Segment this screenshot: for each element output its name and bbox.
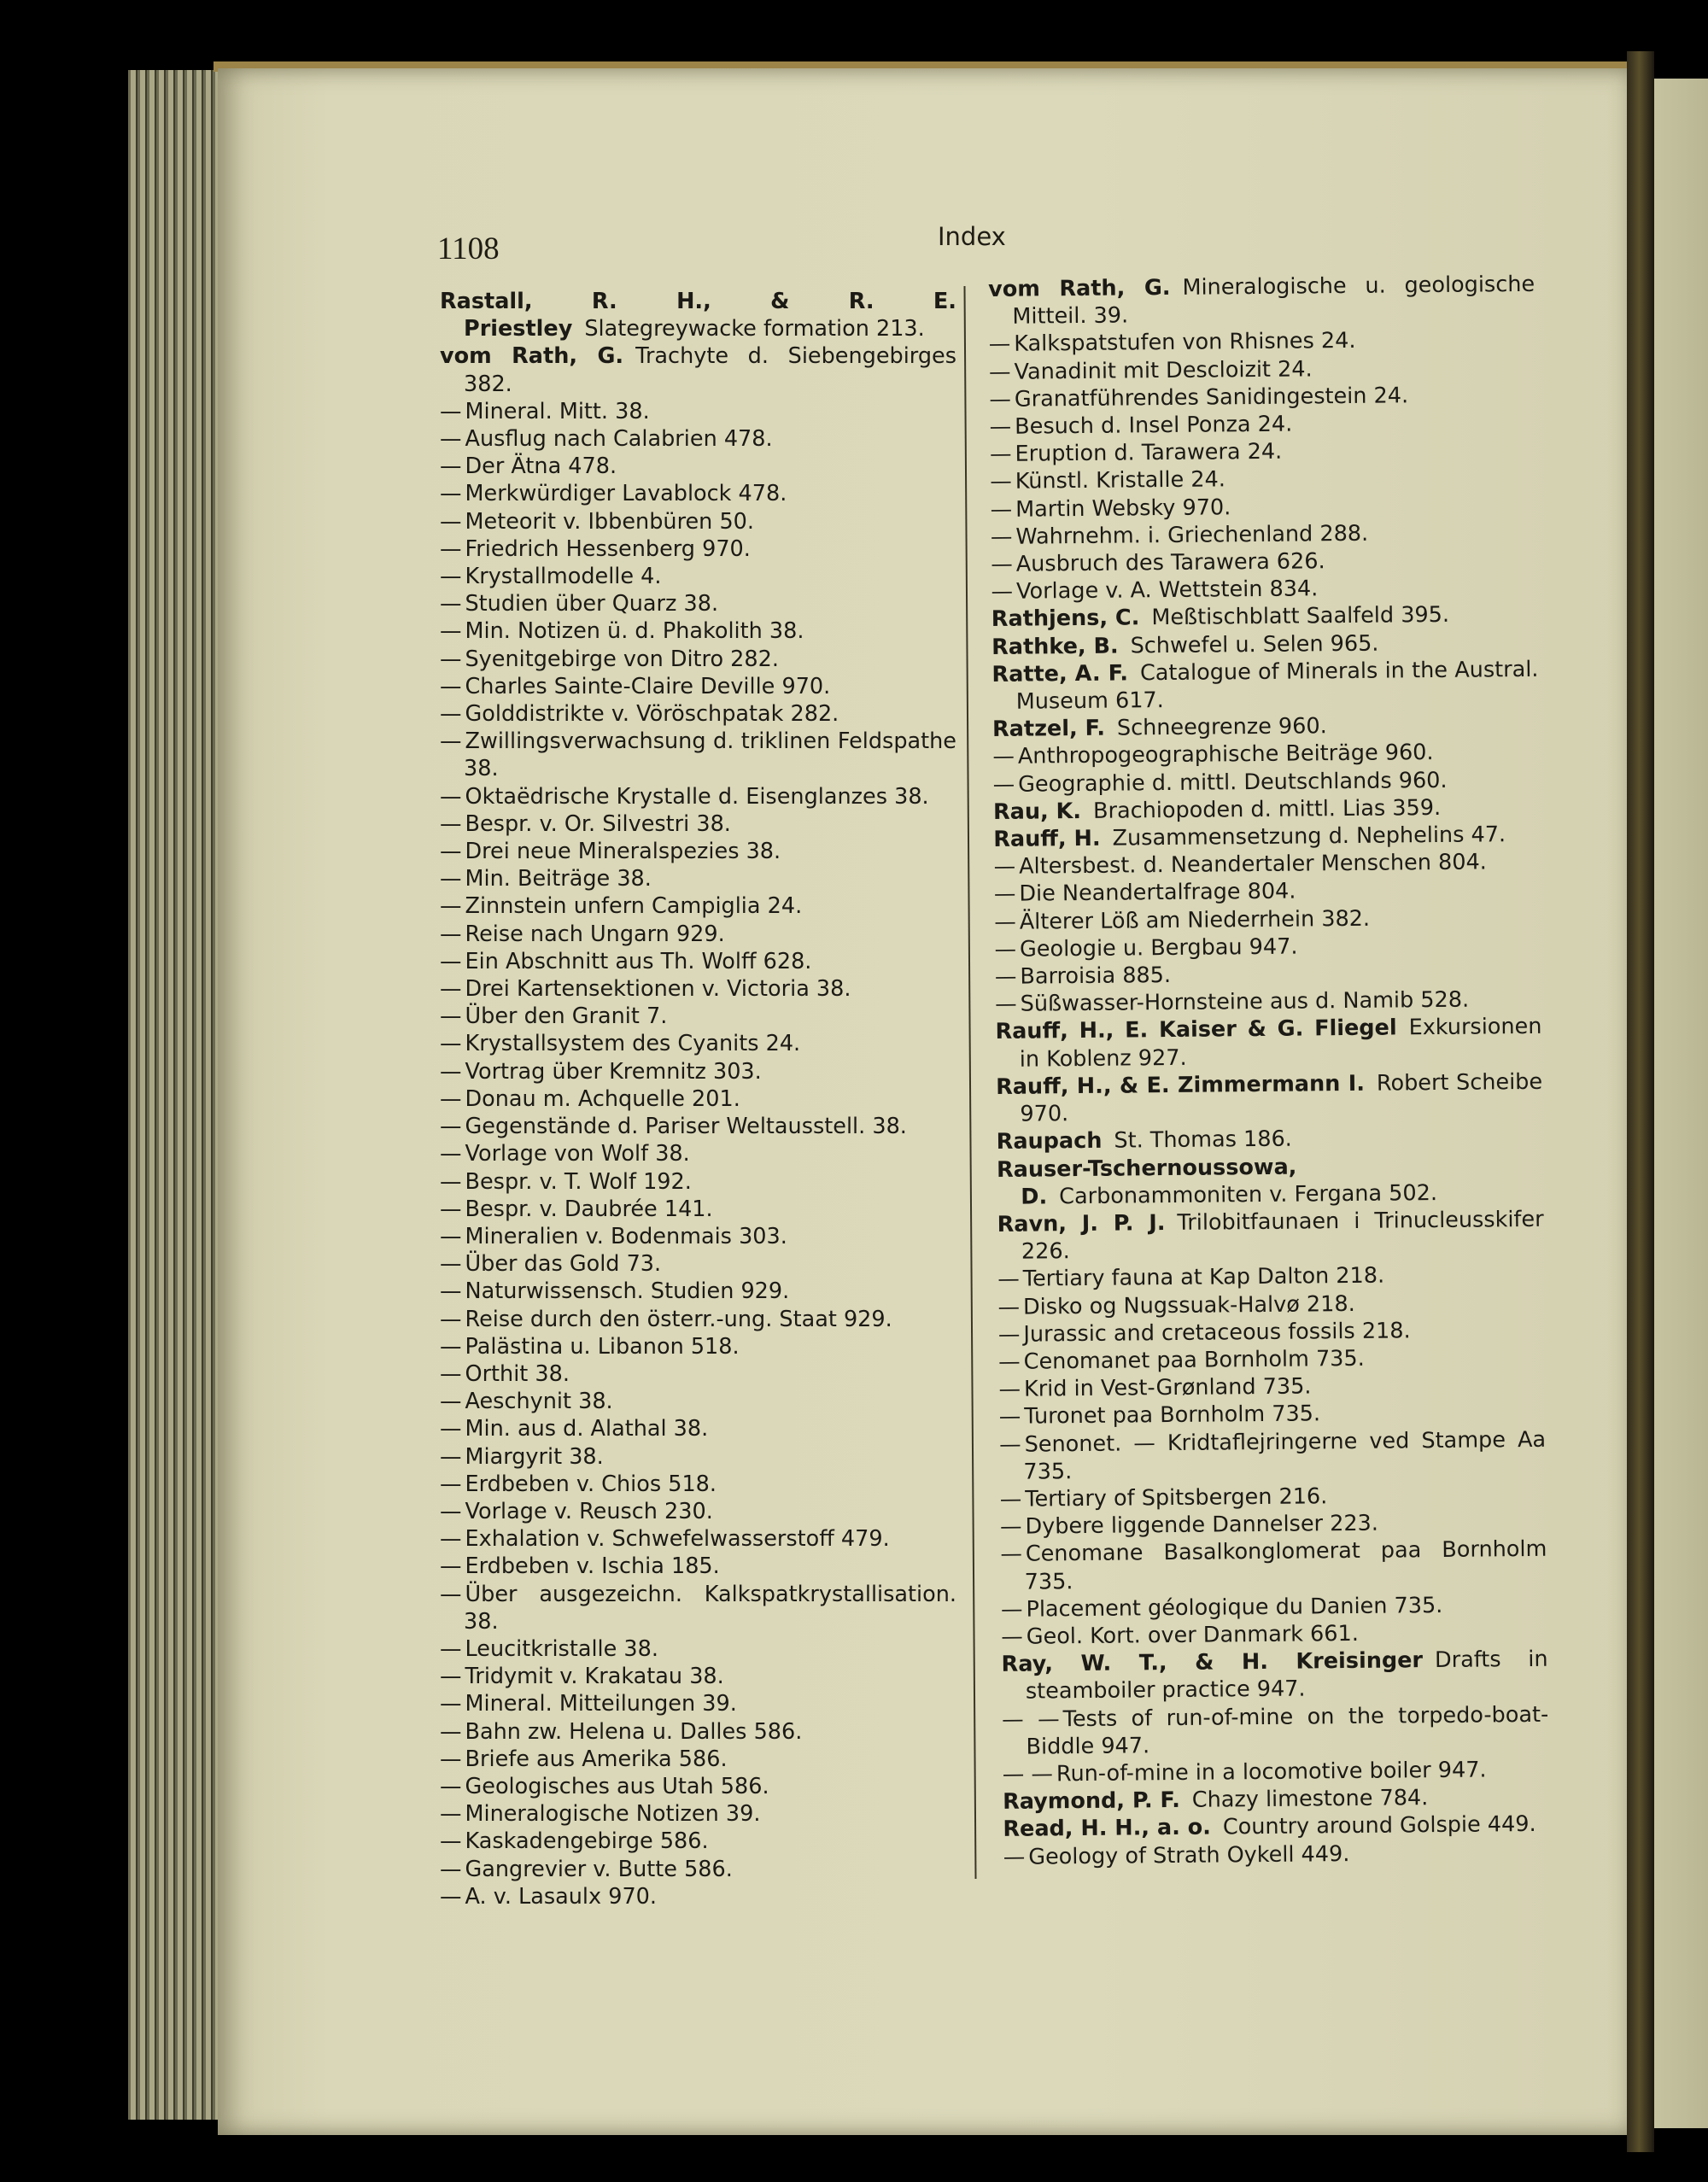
entry-author: Ratzel, F. [991, 715, 1106, 743]
ditto-dash: — [991, 578, 1014, 605]
entry-title: Tertiary of Spitsbergen 216. [1025, 1483, 1328, 1512]
entry-title: Ausbruch des Tarawera 626. [1015, 548, 1325, 577]
entry-title: Oktaëdrische Krystalle d. Eisenglanzes 38. [465, 783, 929, 810]
ditto-dash: — [440, 646, 462, 672]
index-entry [440, 1140, 956, 1167]
ditto-dash: — — [1002, 1705, 1060, 1733]
entry-title: Bespr. v. Or. Silvestri 38. [465, 810, 731, 837]
index-entry [1000, 1536, 1547, 1596]
ditto-dash: — [440, 866, 462, 892]
ditto-dash: — [440, 1664, 462, 1690]
index-entry [440, 1525, 956, 1553]
entry-title: Disko og Nugssuak-Halvø 218. [1022, 1290, 1355, 1320]
ditto-dash: — [440, 1801, 462, 1828]
entry-title: Catalogue of Minerals in the Austral. Museum 617. [1015, 656, 1539, 715]
entry-title: Schneegrenze 960. [1116, 713, 1327, 741]
entry-title: Besuch d. Insel Ponza 24. [1015, 411, 1293, 440]
ditto-dash: — [440, 1526, 462, 1553]
page-number: 1108 [437, 231, 500, 266]
entry-title: Erdbeben v. Chios 518. [465, 1471, 717, 1497]
entry-title: Charles Sainte-Claire Deville 970. [465, 673, 831, 699]
entry-title: Vanadinit mit Descloizit 24. [1014, 355, 1313, 385]
entry-title: Run-of-mine in a locomotive boiler 947. [1056, 1757, 1487, 1787]
entry-title: Studien über Quarz 38. [465, 591, 719, 617]
entry-title: Ausflug nach Calabrien 478. [465, 426, 773, 453]
index-entry [1001, 1646, 1548, 1706]
entry-title: Drafts in steamboiler practice 947. [1025, 1646, 1548, 1705]
entry-title: Mineralogische u. geologische Mitteil. 39. [1012, 271, 1535, 330]
entry-title: Zusammensetzung d. Nephelins 47. [1112, 822, 1506, 851]
entry-title: A. v. Lasaulx 970. [465, 1883, 657, 1910]
index-entry [440, 1471, 956, 1498]
entry-title: Bespr. v. T. Wolf 192. [465, 1168, 692, 1195]
entry-title: Tridymit v. Krakatau 38. [465, 1664, 724, 1690]
index-entry [1003, 1838, 1550, 1870]
ditto-dash: — [999, 1513, 1022, 1541]
entry-author: Ray, W. T., & H. Kreisinger [1001, 1647, 1424, 1678]
entry-title: Exkursionen in Koblenz 927. [1019, 1014, 1542, 1073]
entry-title: Vorlage von Wolf 38. [465, 1141, 690, 1167]
ditto-dash: — [1000, 1541, 1023, 1568]
ditto-dash: — [440, 701, 462, 728]
entry-title: Die Neandertalfrage 804. [1019, 879, 1296, 908]
index-entry [440, 563, 956, 590]
entry-title: Krid in Vest-Grønland 735. [1023, 1373, 1312, 1402]
entry-title: Drei neue Mineralspezies 38. [465, 839, 781, 865]
ditto-dash: — [994, 909, 1016, 935]
ditto-dash: — [440, 976, 462, 1003]
index-entry [440, 1003, 956, 1030]
index-entry [440, 1030, 956, 1057]
index-entry [440, 865, 956, 892]
entry-title: Carbonammoniten v. Fergana 502. [1059, 1179, 1438, 1209]
index-entry [440, 453, 956, 480]
index-entry [440, 810, 956, 838]
index-entry [440, 892, 956, 920]
ditto-dash: — [993, 881, 1016, 908]
ditto-dash: — — [1002, 1761, 1054, 1787]
entry-title: Altersbest. d. Neandertaler Menschen 804. [1018, 849, 1487, 880]
entry-title: Leucitkristalle 38. [465, 1635, 658, 1662]
index-entry [440, 1333, 956, 1360]
ditto-dash: — [440, 398, 462, 424]
entry-author: Rauff, H. [993, 825, 1101, 853]
entry-title: Erdbeben v. Ischia 185. [465, 1553, 720, 1580]
ditto-dash: — [440, 1856, 462, 1882]
index-entry [993, 848, 1540, 880]
entry-title: Krystallmodelle 4. [465, 564, 662, 590]
index-entry [999, 1425, 1547, 1486]
ditto-dash: — [992, 771, 1015, 798]
ditto-dash: — [440, 1306, 462, 1332]
entry-title: Min. Beiträge 38. [465, 866, 652, 892]
entry-title: Orthit 38. [465, 1360, 570, 1387]
ditto-dash: — [997, 1266, 1020, 1293]
entry-title: Über den Granit 7. [465, 1003, 668, 1030]
ditto-dash: — [440, 921, 462, 947]
ditto-dash: — [993, 853, 1016, 880]
index-entry [440, 1250, 956, 1278]
ditto-dash: — [989, 441, 1012, 468]
index-entry [1003, 1811, 1549, 1843]
ditto-dash: — [990, 524, 1013, 550]
entry-title: Mineralien v. Bodenmais 303. [465, 1223, 787, 1249]
entry-title: Tertiary fauna at Kap Dalton 218. [1022, 1262, 1385, 1292]
entry-title: Barroisia 885. [1020, 962, 1172, 990]
ditto-dash: — [994, 936, 1017, 962]
index-entry [991, 656, 1539, 717]
ditto-dash: — [995, 991, 1017, 1018]
index-entry [440, 1415, 956, 1442]
entry-author: vom Rath, G. [988, 274, 1171, 302]
entry-author: Ratte, A. F. [991, 660, 1129, 687]
entry-title: Ein Abschnitt aus Th. Wolff 628. [465, 948, 812, 974]
entry-title: Bespr. v. Daubrée 141. [465, 1196, 713, 1222]
entry-title: Vortrag über Kremnitz 303. [465, 1058, 762, 1085]
index-entry [440, 1443, 956, 1471]
entry-title: Zinnstein unfern Campiglia 24. [465, 893, 803, 920]
entry-title: Geologie u. Bergbau 947. [1019, 933, 1298, 962]
index-entry [1002, 1700, 1549, 1761]
entry-title: Aeschynit 38. [465, 1389, 613, 1415]
entry-author: Raymond, P. F. [1003, 1787, 1180, 1816]
entry-title: Country around Golspie 449. [1222, 1811, 1536, 1840]
index-entry [996, 1068, 1543, 1129]
entry-title: Meteorit v. Ibbenbüren 50. [465, 508, 754, 535]
index-entry [440, 1883, 956, 1910]
index-entry [440, 1856, 956, 1883]
entry-title: Trilobitfaunaen i Trinucleusskifer 226. [1021, 1206, 1544, 1265]
index-entry [997, 1206, 1545, 1266]
entry-title: Cenomanet paa Bornholm 735. [1023, 1345, 1365, 1375]
entry-title: Jurassic and cretaceous fossils 218. [1023, 1318, 1411, 1348]
entry-title: Donau m. Achquelle 201. [465, 1085, 740, 1112]
entry-title: Geographie d. mittl. Deutschlands 960. [1018, 767, 1448, 798]
entry-title: Wahrnehm. i. Griechenland 288. [1015, 520, 1369, 550]
ditto-dash: — [989, 386, 1012, 412]
index-entry [440, 728, 956, 782]
entry-author: Read, H. H., a. o. [1003, 1814, 1212, 1843]
ditto-dash: — [990, 469, 1012, 495]
ditto-dash: — [440, 508, 462, 535]
entry-title: Friedrich Hessenberg 970. [465, 535, 751, 562]
ditto-dash: — [440, 1223, 462, 1249]
ditto-dash: — [440, 591, 462, 617]
entry-title: Trachyte d. Siebengebirges 382. [464, 343, 956, 397]
ditto-dash: — [440, 1746, 462, 1772]
index-entry [440, 1360, 956, 1388]
ditto-dash: — [440, 1333, 462, 1360]
index-entry [440, 1581, 956, 1635]
index-entry [440, 1388, 956, 1415]
entry-title: Kalkspatstufen von Rhisnes 24. [1014, 328, 1356, 358]
index-entry [995, 1013, 1542, 1073]
index-entry [440, 508, 956, 535]
ditto-dash: — [990, 496, 1013, 523]
ditto-dash: — [440, 1691, 462, 1717]
ditto-dash: — [440, 1498, 462, 1524]
entry-title: Vorlage v. Reusch 230. [465, 1498, 713, 1524]
ditto-dash: — [440, 1635, 462, 1662]
entry-title: Eruption d. Tarawera 24. [1015, 438, 1283, 467]
entry-title: Kaskadengebirge 586. [465, 1828, 709, 1855]
ditto-dash: — [440, 1168, 462, 1195]
index-entry [440, 1773, 956, 1800]
entry-title: Dybere liggende Dannelser 223. [1025, 1510, 1379, 1540]
ditto-dash: — [1000, 1596, 1023, 1623]
index-entry [440, 1113, 956, 1140]
ditto-dash: — [440, 1416, 462, 1442]
entry-title: Robert Scheibe 970. [1020, 1068, 1543, 1127]
ditto-dash: — [440, 948, 462, 974]
index-entry [440, 838, 956, 865]
facing-page-edge [1654, 79, 1708, 2128]
index-entry [440, 1718, 956, 1746]
entry-title: Brachiopoden d. mittl. Lias 359. [1092, 794, 1442, 824]
entry-title: Tests of run-of-mine on the torpedo-boat-Biddle 947. [1026, 1701, 1549, 1760]
ditto-dash: — [1001, 1623, 1023, 1650]
entry-title: Reise durch den österr.-ung. Staat 929. [465, 1306, 892, 1332]
entry-title: Zwillingsverwachsung d. triklinen Feldspathe 38. [464, 728, 956, 782]
running-head: Index [938, 222, 1006, 251]
ditto-dash: — [997, 1321, 1021, 1348]
index-entry [440, 1635, 956, 1663]
ditto-dash: — [440, 1360, 462, 1387]
index-entry [440, 1058, 956, 1085]
ditto-dash: — [440, 426, 462, 453]
ditto-dash: — [440, 810, 462, 837]
book-gutter [1627, 51, 1654, 2152]
ditto-dash: — [440, 453, 462, 480]
index-entry [440, 921, 956, 948]
entry-author: Rauff, H., E. Kaiser & G. Fliegel [995, 1015, 1397, 1045]
ditto-dash: — [994, 963, 1017, 991]
entry-title: Der Ätna 478. [465, 453, 617, 480]
entry-author: Rau, K. [992, 798, 1082, 825]
ditto-dash: — [440, 1718, 462, 1745]
index-entry [440, 535, 956, 563]
entry-title: Über das Gold 73. [465, 1251, 662, 1278]
entry-author: Rauff, H., & E. Zimmermann I. [995, 1070, 1366, 1100]
entry-title: Cenomane Basalkonglomerat paa Bornholm 735. [1024, 1536, 1547, 1595]
entry-title: Bahn zw. Helena u. Dalles 586. [465, 1718, 803, 1745]
ditto-dash: — [440, 1141, 462, 1167]
index-entry [440, 1196, 956, 1223]
ditto-dash: — [998, 1404, 1021, 1430]
entry-title: Briefe aus Amerika 586. [465, 1746, 728, 1772]
ditto-dash: — [440, 1443, 462, 1470]
index-entry [440, 975, 956, 1003]
ditto-dash: — [440, 893, 462, 920]
index-entry [440, 948, 956, 975]
index-column-right [988, 271, 1550, 1871]
index-column-left [440, 288, 956, 1910]
index-entry [440, 590, 956, 617]
index-entry [440, 288, 956, 342]
ditto-dash: — [440, 728, 462, 755]
entry-title: Geology of Strath Oykell 449. [1028, 1840, 1350, 1870]
entry-title: Meßtischblatt Saalfeld 395. [1151, 602, 1450, 631]
ditto-dash: — [440, 1003, 462, 1030]
entry-author: Rastall, R. H., & R. E. Priestley [440, 289, 956, 342]
index-entry [440, 425, 956, 453]
entry-author: Raupach [996, 1128, 1103, 1155]
ditto-dash: — [440, 535, 462, 562]
entry-title: Geol. Kort. over Danmark 661. [1026, 1620, 1360, 1650]
index-entry [440, 480, 956, 507]
ditto-dash: — [440, 839, 462, 865]
entry-title: Krystallsystem des Cyanits 24. [465, 1031, 801, 1057]
index-entry [440, 1085, 956, 1113]
ditto-dash: — [440, 1828, 462, 1855]
entry-title: St. Thomas 186. [1114, 1126, 1292, 1154]
entry-title: Placement géologique du Danien 735. [1026, 1592, 1443, 1623]
index-entry [440, 342, 956, 397]
index-entry [440, 1553, 956, 1580]
entry-title: Senonet. — Kridtaflejringerne ved Stampe Aa 735. [1023, 1426, 1547, 1485]
entry-title: Gangrevier v. Butte 586. [465, 1856, 733, 1882]
ditto-dash: — [440, 564, 462, 590]
entry-author: Rathke, B. [991, 633, 1119, 660]
ditto-dash: — [991, 551, 1013, 578]
ditto-dash: — [997, 1294, 1021, 1320]
ditto-dash: — [440, 1085, 462, 1112]
ditto-dash: — [440, 1389, 462, 1415]
ditto-dash: — [440, 783, 462, 810]
ditto-dash: — [992, 744, 1015, 770]
entry-title: Älterer Löß am Niederrhein 382. [1019, 905, 1371, 935]
ditto-dash: — [440, 481, 462, 507]
entry-title: Slategreywacke formation 213. [584, 316, 925, 342]
entry-title: Granatführendes Sanidingestein 24. [1014, 383, 1409, 412]
ditto-dash: — [998, 1431, 1021, 1458]
entry-title: Syenitgebirge von Ditro 282. [465, 646, 779, 672]
ditto-dash: — [440, 618, 462, 645]
index-entry [440, 1498, 956, 1525]
index-entry [440, 1278, 956, 1305]
entry-title: Süßwasser-Hornsteine aus d. Namib 528. [1020, 986, 1470, 1017]
index-entry [440, 1690, 956, 1717]
ditto-dash: — [988, 331, 1011, 358]
index-entry [440, 673, 956, 700]
ditto-dash: — [998, 1348, 1021, 1375]
entry-title: Palästina u. Libanon 518. [465, 1333, 740, 1360]
ditto-dash: — [440, 1058, 462, 1085]
entry-title: Gegenstände d. Pariser Weltausstell. 38. [465, 1114, 907, 1140]
ditto-dash: — [440, 1114, 462, 1140]
entry-title: Mineralogische Notizen 39. [465, 1801, 761, 1828]
ditto-dash: — [988, 359, 1011, 385]
ditto-dash: — [998, 1376, 1021, 1403]
entry-title: Drei Kartensektionen v. Victoria 38. [465, 976, 851, 1003]
entry-author: Rathjens, C. [991, 605, 1140, 633]
index-entry [440, 1663, 956, 1690]
index-entry [440, 700, 956, 728]
ditto-dash: — [989, 413, 1012, 441]
entry-title: Geologisches aus Utah 586. [465, 1773, 769, 1799]
index-entry [440, 1746, 956, 1773]
entry-title: Turonet paa Bornholm 735. [1024, 1401, 1321, 1430]
index-entry [440, 1168, 956, 1196]
index-entry [440, 1800, 956, 1828]
ditto-dash: — [1003, 1844, 1026, 1870]
entry-title: Naturwissensch. Studien 929. [465, 1278, 790, 1305]
ditto-dash: — [440, 1773, 462, 1799]
entry-title: Merkwürdiger Lavablock 478. [465, 481, 787, 507]
ditto-dash: — [440, 1883, 462, 1910]
index-entry [440, 1828, 956, 1855]
entry-title: Mineral. Mitteilungen 39. [465, 1691, 737, 1717]
ditto-dash: — [440, 673, 462, 699]
entry-title: Miargyrit 38. [465, 1443, 604, 1470]
entry-title: Min. aus d. Alathal 38. [465, 1416, 709, 1442]
index-entry [440, 1223, 956, 1250]
entry-title: Golddistrikte v. Vöröschpatak 282. [465, 701, 839, 728]
ditto-dash: — [440, 1278, 462, 1305]
entry-title: Exhalation v. Schwefelwasserstoff 479. [465, 1526, 890, 1553]
entry-title: Mineral. Mitt. 38. [465, 398, 650, 424]
ditto-dash: — [440, 1471, 462, 1497]
entry-title: Martin Websky 970. [1015, 494, 1231, 523]
entry-title: Künstl. Kristalle 24. [1015, 466, 1226, 495]
index-entry [440, 1306, 956, 1333]
index-entry [997, 1150, 1544, 1211]
entry-title: Chazy limestone 784. [1191, 1785, 1429, 1813]
entry-author: vom Rath, G. [440, 343, 624, 370]
entry-title: Min. Notizen ü. d. Phakolith 38. [465, 618, 804, 645]
entry-title: Reise nach Ungarn 929. [465, 921, 725, 947]
entry-author: Ravn, J. P. J. [997, 1209, 1166, 1237]
index-entry [440, 646, 956, 673]
entry-title: Anthropogeographische Beiträge 960. [1017, 740, 1434, 770]
index-entry [440, 783, 956, 810]
index-entry [1003, 1756, 1549, 1788]
entry-title: Über ausgezeichn. Kalkspatkrystallisation. 38. [464, 1581, 956, 1635]
index-entry [440, 617, 956, 645]
ditto-dash: — [440, 1581, 462, 1607]
ditto-dash: — [440, 1553, 462, 1580]
ditto-dash: — [440, 1251, 462, 1278]
ditto-dash: — [440, 1031, 462, 1057]
entry-title: Schwefel u. Selen 965. [1130, 630, 1379, 659]
ditto-dash: — [440, 1196, 462, 1222]
index-entry [988, 271, 1535, 331]
index-entry [440, 398, 956, 425]
entry-title: Vorlage v. A. Wettstein 834. [1015, 576, 1319, 605]
entry-author: Rauser-Tschernoussowa, D. [996, 1154, 1297, 1210]
ditto-dash: — [999, 1486, 1022, 1512]
